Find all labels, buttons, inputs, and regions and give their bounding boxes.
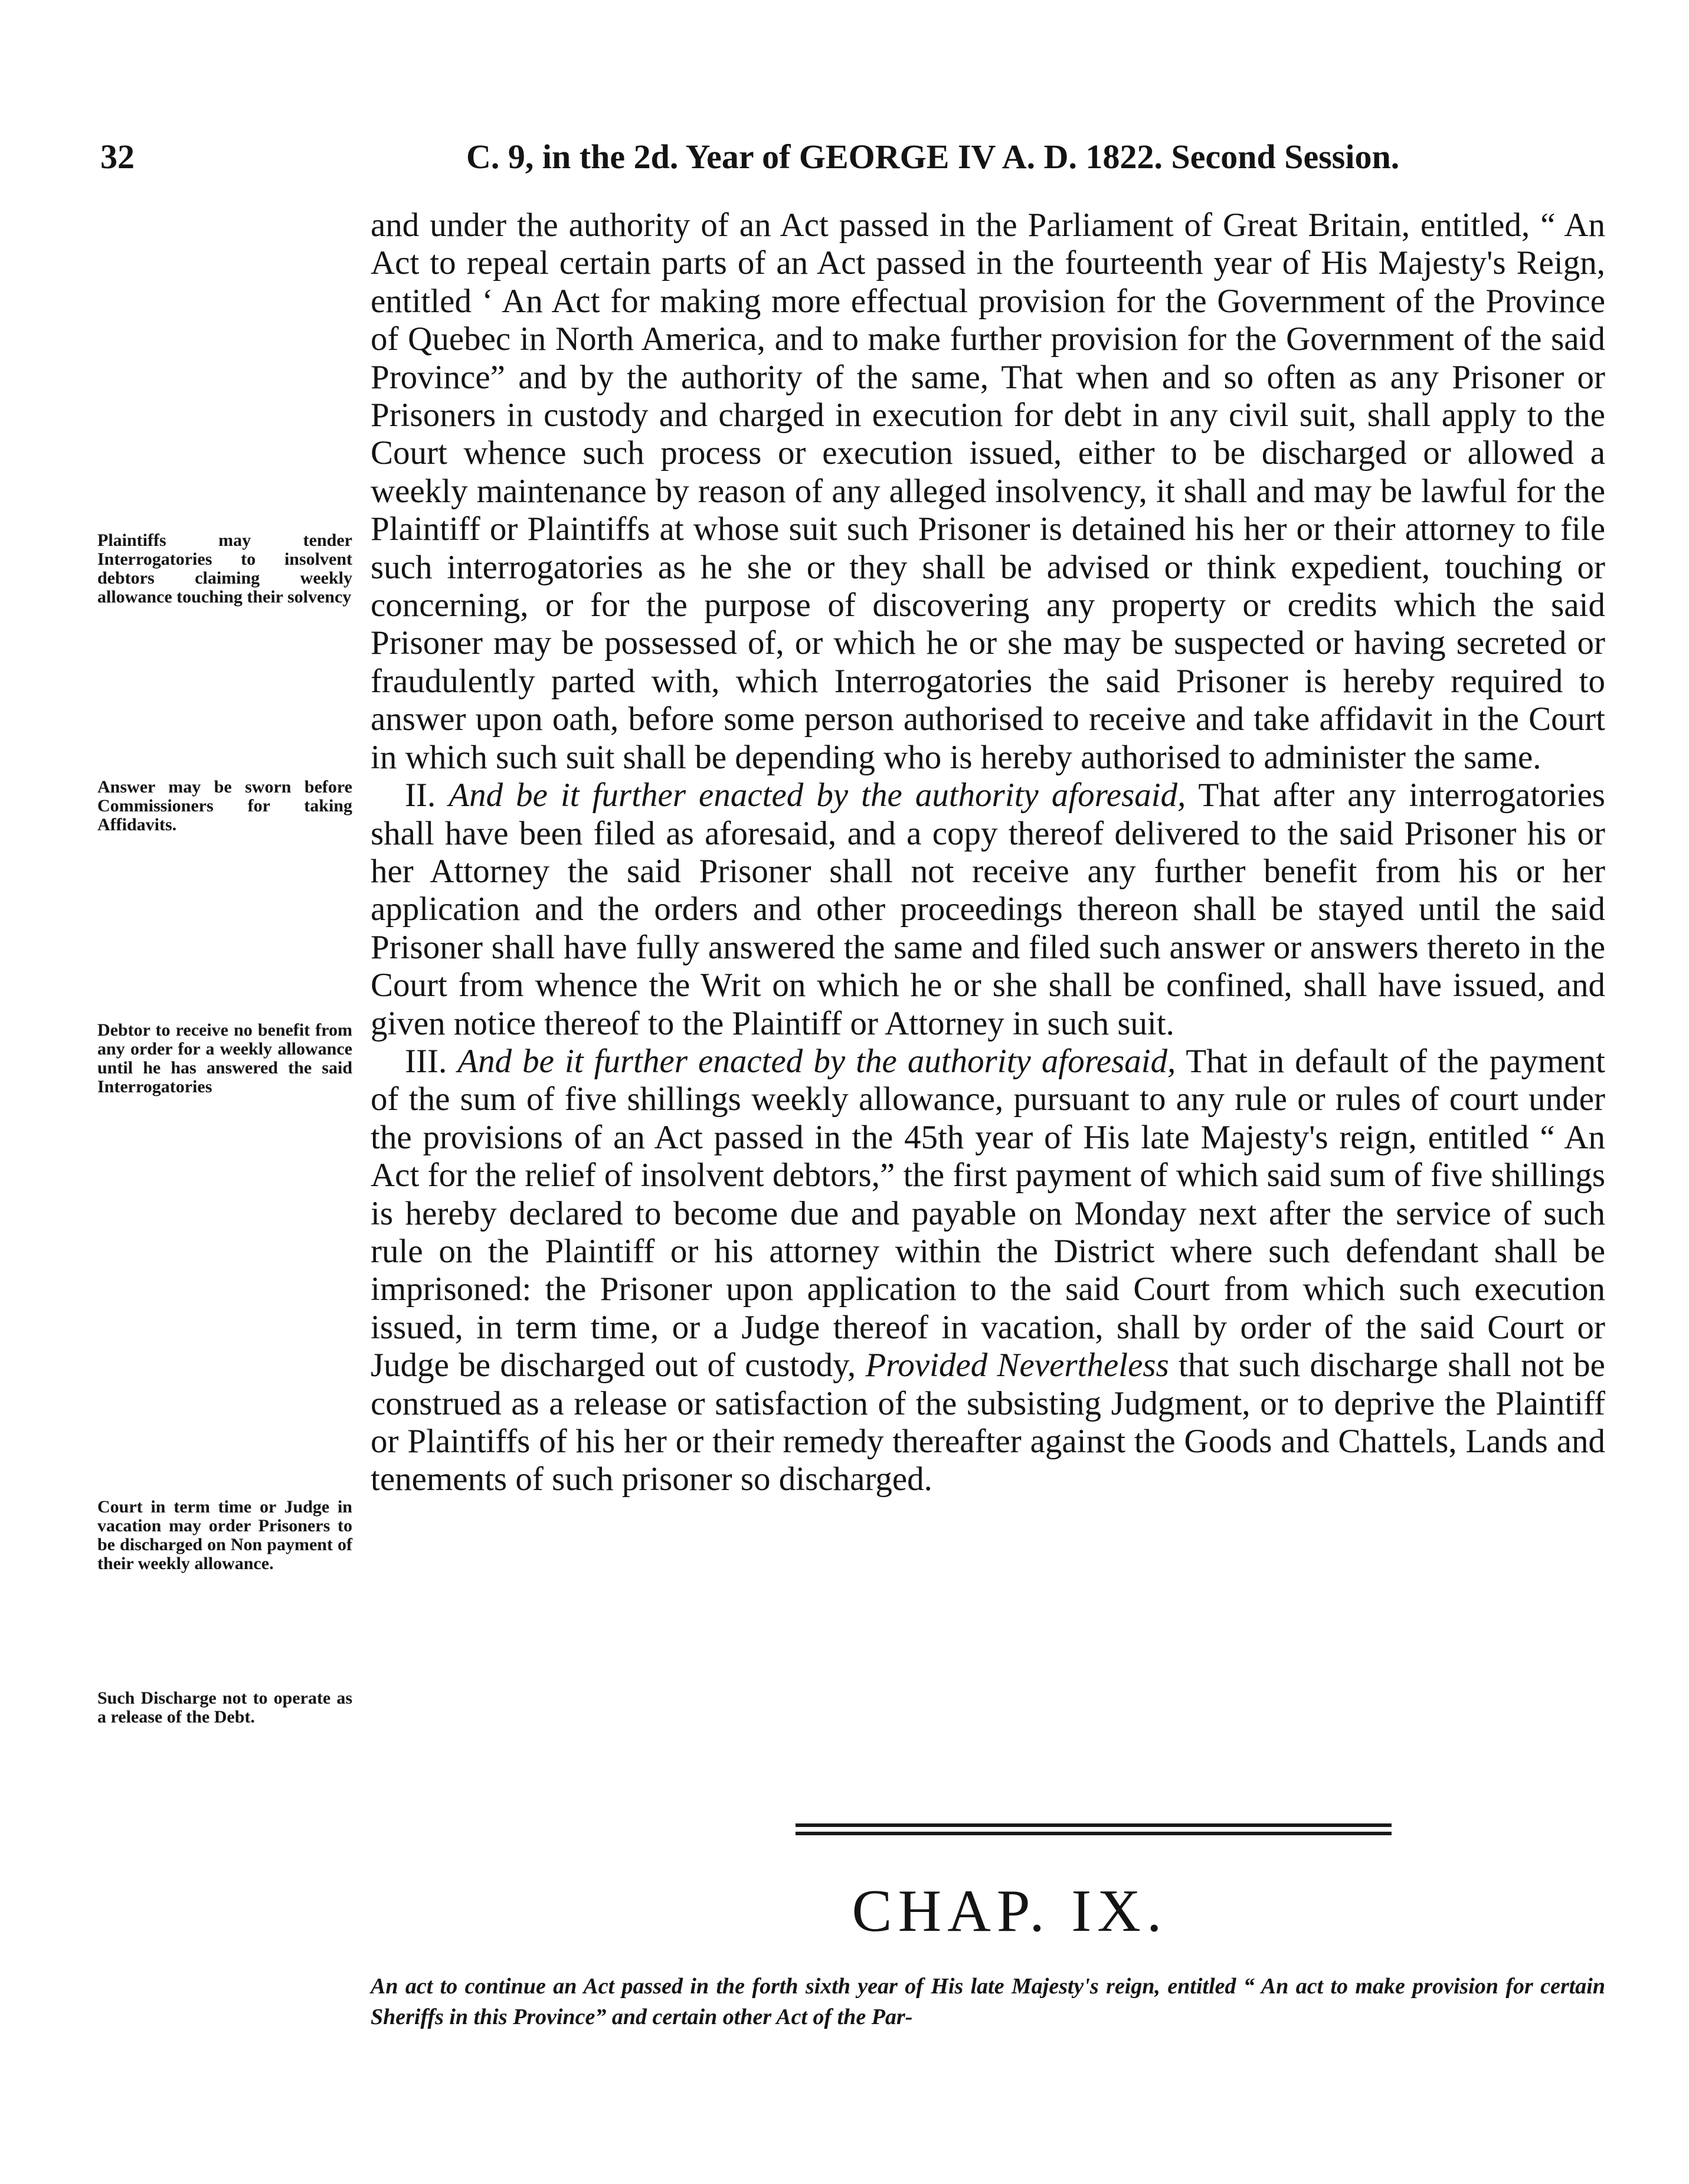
chapter-title: An act to continue an Act passed in the forth sixth year of His late Majesty's reign, entitled “ An act to make provision for certain Sheriffs in this Province” and certain other Act of the Par- [371,1974,1605,2029]
divider-rule-top [796,1823,1392,1827]
page-number: 32 [100,137,135,176]
margin-note-not-release: Such Discharge not to operate as a release of the Debt. [97,1688,352,1727]
main-text-column [371,207,1605,1499]
section-3-text-b: that such discharge shall not be construed as a release or satisfaction of the subsisting Judgment, or to deprive the Plaintiff or Plaintiffs of his her or their remedy thereafter against the Goods and Chattels, Lands and tenements of such prisoner so discharged. [371,1347,1605,1498]
section-3-text-a: That in default of the payment of the sum of five shillings weekly allowance, pursuant to any rule or rules of court under the provisions of an Act passed in the 45th year of His late Majesty's reign, entitled “ An Act for the relief of insolvent debtors,” the first payment of which said sum of five shillings is hereby declared to become due and payable on Monday next after the service of such rule on the Plaintiff or his attorney within the District where such defendant shall be imprisoned: the Prisoner upon application to the said Court from which such execution issued, in term time, or a Judge thereof in vacation, shall by order of the said Court or Judge be discharged out of custody, [371,1042,1605,1384]
margin-note-affidavits: Answer may be sworn before Commissioners for taking Affidavits. [97,777,352,834]
running-head-title: C. 9, in the 2d. Year of GEORGE IV A. D. 1822. Second Session. [466,137,1400,176]
margin-note-no-benefit: Debtor to receive no benefit from any order for a weekly allowance until he has answered the said Interrogatories [97,1020,352,1096]
chapter-heading-text: CHAP. IX. [852,1878,1168,1944]
section-2 [371,777,1605,1043]
section-3-enacting-clause: And be it further enacted by the authority aforesaid, [457,1042,1176,1080]
section-2-enacting-clause: And be it further enacted by the authority aforesaid, [449,777,1186,814]
section-2-text: That after any interrogatories shall have been filed as aforesaid, and a copy thereof delivered to the said Prisoner his or her Attorney the said Prisoner shall not receive any further benefit from his or her application and the orders and other proceedings thereon shall be stayed until the said Prisoner shall have fully answered the same and filed such answer or answers thereto in the Court from whence the Writ on which he or she shall be confined, shall have issued, and given notice thereof to the Plaintiff or Attorney in such suit. [371,777,1605,1042]
margin-note-discharge-order: Court in term time or Judge in vacation may order Prisoners to be discharged on Non payment of their weekly allowance. [97,1497,352,1573]
section-3-proviso: Provided Nevertheless [865,1347,1169,1384]
section-3-number: III. [405,1042,447,1080]
running-header [100,137,1611,184]
divider-rule-bottom [796,1832,1392,1835]
chapter-heading [0,1877,1689,1946]
section-2-number: II. [405,777,436,814]
paragraph-1: and under the authority of an Act passed in the Parliament of Great Britain, entitled, “ An Act to repeal certain parts of an Act passed in the fourteenth year of His Majesty's Reign, entitled ‘ An Act for making more effectual provision for the Government of the Province of Quebec in North America, and to make further provision for the Government of the said Province” and by the authority of the same, That when and so often as any Prisoner or Prisoners in custody and charged in execution for debt in any civil suit, shall apply to the Court whence such process or execution issued, either to be discharged or allowed a weekly maintenance by reason of any alleged insolvency, it shall and may be lawful for the Plaintiff or Plaintiffs at whose suit such Prisoner is detained his her or their attorney to file such interrogatories as he she or they shall be advised or think expedient, touching or concerning, or for the purpose of discovering any property or credits which the said Prisoner may be possessed of, or which he or she may be suspected or having secreted or fraudulently parted with, which Interrogatories the said Prisoner is hereby required to answer upon oath, before some person authorised to receive and take affidavit in the Court in which such suit shall be depending who is hereby authorised to administer the same. [371,207,1605,776]
section-3 [371,1043,1605,1499]
margin-note-interrogatories: Plaintiffs may tender Interrogatories to insolvent debtors claiming weekly allowance touching their solvency [97,531,352,607]
